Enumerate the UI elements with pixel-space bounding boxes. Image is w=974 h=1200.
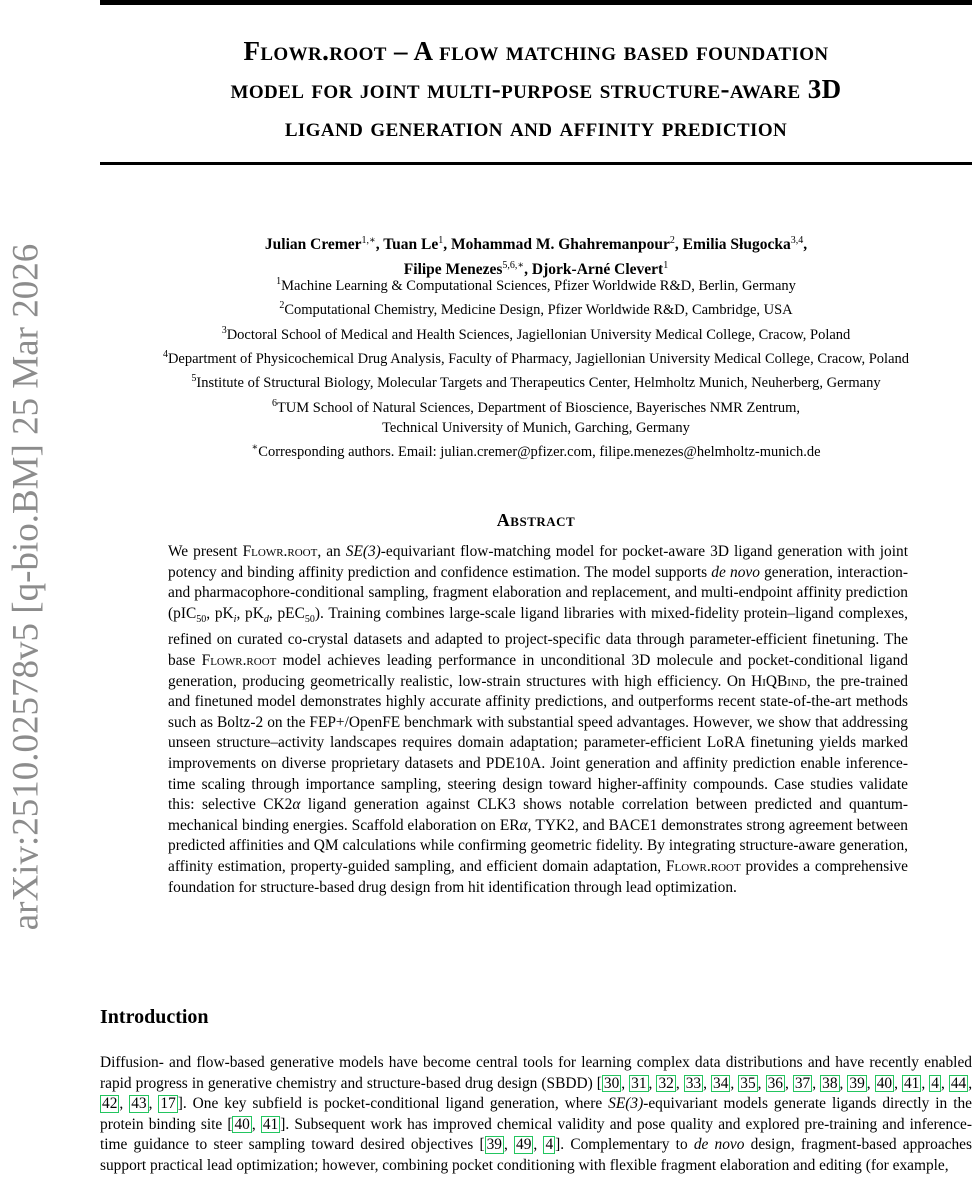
top-rule [100,0,972,5]
dataset-name: HiQBind [751,672,807,690]
abstract-heading: Abstract [496,510,576,530]
citation-link[interactable]: 39 [486,1136,502,1154]
affiliation: $^2$Computational Chemistry, Medicine Design, Pfizer Worldwide R&D, Cambridge, USA [279,300,793,319]
citation-link[interactable]: 4 [931,1074,939,1092]
citation-link[interactable]: 33 [685,1074,702,1092]
author: Julian Cremer [264,236,362,254]
citation-group: 39 , 49 , 4 [486,1136,554,1154]
citation-link[interactable]: 49 [516,1136,532,1154]
citation-group: 30 , 31 , 32 , 33 , 34 , 35 , 36 , 37 , 38 , 39 , 40 , 41 , 4 , 44 , 42 , 43 , 17 [102,1074,973,1113]
introduction-text: Diffusion- and flow-based generative models have become central tools for learning complex data distributions and have recently enabled rapid progress in generative chemistry and structure-based drug design (SBDD) [ 30 , 31 , 32 , 33 , 34 , 35 , 36 , 37 , 38 , 39 , 40 , 41 , 4 , 44 , 42 , 43 , 17 ]. One key subfield is pocket-conditional ligand generation, where SE(3)-equivariant models generate ligands directly in the protein binding site [ 40 , 41 ]. Subsequent work has improved chemical validity and pose quality and explored pre-training and inference-time guidance to steer sampling toward desired objectives [ 39 , 49 , 4 ]. Complementary to de novo design, fragment-based approaches support practical lead optimization; however, combining pocket conditioning with flexible fragment elaboration and editing (for example, [100,1054,973,1174]
arxiv-id: arXiv:2510.02578v5 [q-bio.BM] 25 Mar 2026 [5,243,47,931]
citation-link[interactable]: 40 [234,1115,250,1133]
citation-link[interactable]: 41 [903,1074,920,1092]
citation-link[interactable]: 43 [131,1095,147,1113]
affiliation: $^5$Institute of Structural Biology, Molecular Targets and Therapeutics Center, Helmholtz Munich, Neuherberg, Germany [191,373,881,392]
title-line: model for joint multi-purpose structure-aware 3D [230,74,842,104]
author: Mohammad M. Ghahremanpour [451,236,670,254]
citation-group: 40 , 41 [234,1115,279,1133]
affiliations [100,272,972,463]
author-list: Julian Cremer$^{1,∗}$, Tuan Le$^1$, Mohammad M. Ghahremanpour$^2$, Emilia Sługocka$^{3,4}$, Filipe Menezes$^{5,6,∗}$, Djork-Arné Clevert$^1$ [264,235,808,279]
citation-link[interactable]: 41 [262,1115,279,1133]
affiliation: $^4$Department of Physicochemical Drug Analysis, Faculty of Pharmacy, Jagiellonian University Medical College, Cracow, Poland [162,348,910,367]
citation-link[interactable]: 30 [603,1074,620,1092]
title-line: Flowr.root – A flow matching based foundation [243,36,829,66]
author: Tuan Le [383,236,439,254]
model-name: Flowr.root [665,857,741,875]
section-heading-introduction: Introduction [100,1006,209,1028]
affiliation: $^3$Doctoral School of Medical and Health Sciences, Jagiellonian University Medical College, Cracow, Poland [221,324,851,343]
author: Filipe Menezes [403,261,503,279]
affiliation: $^1$Machine Learning & Computational Sciences, Pfizer Worldwide R&D, Berlin, Germany [276,276,796,294]
abstract-text: We present Flowr.root, an SE(3)-equivariant flow-matching model for pocket-aware 3D ligand generation with joint potency and binding affinity prediction and confidence estimation. The model supports de novo generation, interaction- and pharmacophore-conditional sampling, fragment elaboration and replacement, and multi-endpoint affinity prediction (pIC$_{50}$, $pK_i$, $pK_d$, pEC$_{50}$). Training combines large-scale ligand libraries with mixed-fidelity protein–ligand complexes, refined on curated co-crystal datasets and adapted to project-specific data through parameter-efficient finetuning. The base Flowr.root model achieves leading performance in unconditional 3D molecule and pocket-conditional ligand generation, producing geometrically realistic, low-strain structures with high efficiency. On HiQBind, the pre-trained and finetuned model demonstrates highly accurate affinity predictions, and outperforms recent state-of-the-art methods such as Boltz-2 on the FEP+/OpenFE benchmark with substantial speed advantages. However, we show that addressing unseen structure–activity landscapes requires domain adaptation; parameter-efficient LoRA finetuning yields marked improvements on diverse proprietary datasets and PDE10A. Joint generation and affinity prediction enable inference-time scaling through importance sampling, steering design toward higher-affinity compounds. Case studies validate this: selective CK2α ligand generation against CLK3 shows notable correlation between predicted and quantum-mechanical binding energies. Scaffold elaboration on ERα, TYK2, and BACE1 demonstrates strong agreement between predicted affinities and QM calculations while confirming geometric fidelity. By integrating structure-aware generation, affinity estimation, property-guided sampling, and efficient domain adaptation, Flowr.root provides a comprehensive foundation for structure-based drug design from hit identification through lead optimization. [168,543,909,896]
model-name: Flowr.root [242,543,318,560]
citation-link[interactable]: 37 [794,1074,811,1092]
title-line: ligand generation and affinity prediction [284,112,788,142]
title-rule [100,162,972,165]
citation-link[interactable]: 35 [740,1074,756,1092]
citation-link[interactable]: 32 [658,1074,674,1092]
paper-title [100,32,972,146]
citation-link[interactable]: 31 [631,1074,647,1092]
author: Emilia Sługocka [682,236,791,254]
citation-link[interactable]: 42 [102,1095,118,1113]
author: Djork-Arné Clevert [531,261,664,279]
citation-link[interactable]: 4 [545,1136,554,1154]
citation-link[interactable]: 34 [713,1074,729,1092]
affiliation: $^6$TUM School of Natural Sciences, Department of Bioscience, Bayerisches NMR Zentrum, [271,397,801,416]
affiliation: Technical University of Munich, Garching, Germany [382,419,690,436]
citation-link[interactable]: 38 [822,1074,838,1092]
corresponding-note: ∗Corresponding authors. Email: julian.cremer@pfizer.com, filipe.menezes@helmholtz-munich.de [251,442,821,461]
citation-link[interactable]: 39 [849,1074,865,1092]
model-name: Flowr.root [201,652,277,670]
citation-link[interactable]: 36 [767,1074,783,1092]
citation-link[interactable]: 17 [160,1095,176,1113]
citation-link[interactable]: 44 [950,1074,967,1092]
citation-link[interactable]: 40 [876,1074,893,1092]
